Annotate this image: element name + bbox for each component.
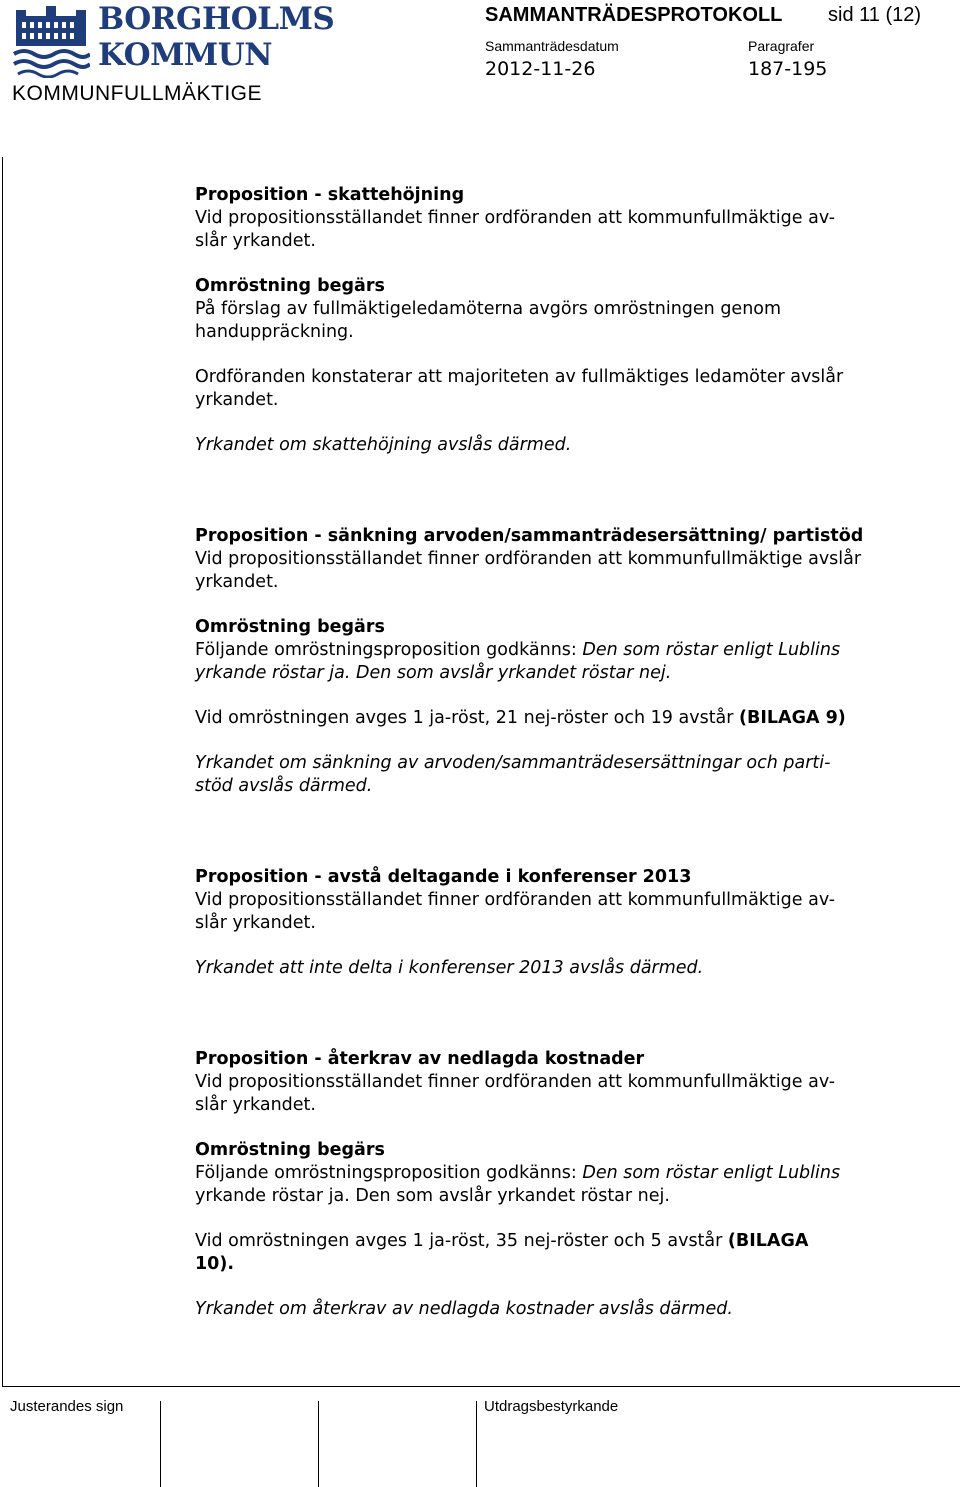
vote-heading: Omröstning begärs <box>195 276 385 296</box>
body-text: Vid omröstningen avges 1 ja-röst, 35 nej-röster och 5 avstår <box>195 1231 728 1251</box>
body-text: På förslag av fullmäktigeledamöterna avgörs omröstningen genom <box>195 299 782 319</box>
decision-text: stöd avslås därmed. <box>195 776 373 796</box>
body-text: yrkandet. <box>195 572 279 592</box>
body-text: slår yrkandet. <box>195 913 316 933</box>
meeting-date-value: 2012-11-26 <box>485 58 596 80</box>
footer-rule <box>2 1386 960 1387</box>
vote-heading: Omröstning begärs <box>195 617 385 637</box>
attachment-ref: (BILAGA 9) <box>739 708 846 728</box>
body-text: Ordföranden konstaterar att majoriteten av fullmäktiges ledamöter avslår <box>195 367 844 387</box>
body-text: yrkandet. <box>195 390 279 410</box>
department-name: KOMMUNFULLMÄKTIGE <box>12 82 263 105</box>
logo-text-line2: KOMMUN <box>98 37 273 73</box>
meeting-date-label: Sammanträdesdatum <box>485 38 619 54</box>
attachment-ref: (BILAGA <box>727 1231 809 1251</box>
body-text: handuppräckning. <box>195 322 354 342</box>
body-text: Vid propositionsställandet finner ordföranden att kommunfullmäktige av- <box>195 890 836 910</box>
body-text: slår yrkandet. <box>195 231 316 251</box>
logo-text-line1: BORGHOLMS <box>98 1 335 37</box>
decision-text: Yrkandet att inte delta i konferenser 2013 avslås därmed. <box>195 958 704 978</box>
paragraphs-value: 187-195 <box>748 58 828 80</box>
vote-result <box>195 1230 925 1253</box>
page-number: sid 11 (12) <box>828 4 922 26</box>
minutes-body <box>195 184 925 1321</box>
proposition-text: yrkande röstar ja. Den som avslår yrkandet röstar nej. <box>195 663 672 683</box>
decision-text: Yrkandet om skattehöjning avslås därmed. <box>195 435 572 455</box>
proposition-text: Den som röstar enligt Lublins <box>582 640 841 660</box>
decision-text: Yrkandet om sänkning av arvoden/sammanträdesersättningar och parti- <box>195 753 831 773</box>
proposition-text: Den som röstar enligt Lublins <box>582 1163 841 1183</box>
document-title: SAMMANTRÄDESPROTOKOLL <box>485 4 783 26</box>
municipality-logo <box>8 2 338 112</box>
footer-separator <box>318 1401 319 1487</box>
section-heading: Proposition - återkrav av nedlagda kostnader <box>195 1049 645 1069</box>
section-heading: Proposition - skattehöjning <box>195 185 465 205</box>
body-text: Vid propositionsställandet finner ordföranden att kommunfullmäktige av- <box>195 208 836 228</box>
margin-rule <box>2 157 3 1387</box>
footer-separator <box>160 1401 161 1487</box>
castle-crest-icon <box>12 4 90 78</box>
vote-result <box>195 707 925 730</box>
signature-label: Justerandes sign <box>10 1398 124 1415</box>
paragraphs-label: Paragrafer <box>748 38 815 54</box>
body-text: Följande omröstningsproposition godkänns: <box>195 640 583 660</box>
decision-text: Yrkandet om återkrav av nedlagda kostnader avslås därmed. <box>195 1299 733 1319</box>
footer-separator <box>476 1401 477 1487</box>
body-text: Vid omröstningen avges 1 ja-röst, 21 nej-röster och 19 avstår <box>195 708 740 728</box>
body-text: Vid propositionsställandet finner ordföranden att kommunfullmäktige avslår <box>195 549 862 569</box>
attachment-ref: 10). <box>195 1254 234 1274</box>
body-text: slår yrkandet. <box>195 1095 316 1115</box>
body-text: Vid propositionsställandet finner ordföranden att kommunfullmäktige av- <box>195 1072 836 1092</box>
body-text: Följande omröstningsproposition godkänns: <box>195 1163 583 1183</box>
body-text <box>195 1162 925 1185</box>
vote-heading: Omröstning begärs <box>195 1140 385 1160</box>
section-heading: Proposition - avstå deltagande i konferenser 2013 <box>195 867 692 887</box>
extract-certification-label: Utdragsbestyrkande <box>484 1398 619 1415</box>
section-heading: Proposition - sänkning arvoden/sammanträdesersättning/ partistöd <box>195 526 864 546</box>
body-text <box>195 639 925 662</box>
body-text: yrkande röstar ja. Den som avslår yrkandet röstar nej. <box>195 1186 670 1206</box>
